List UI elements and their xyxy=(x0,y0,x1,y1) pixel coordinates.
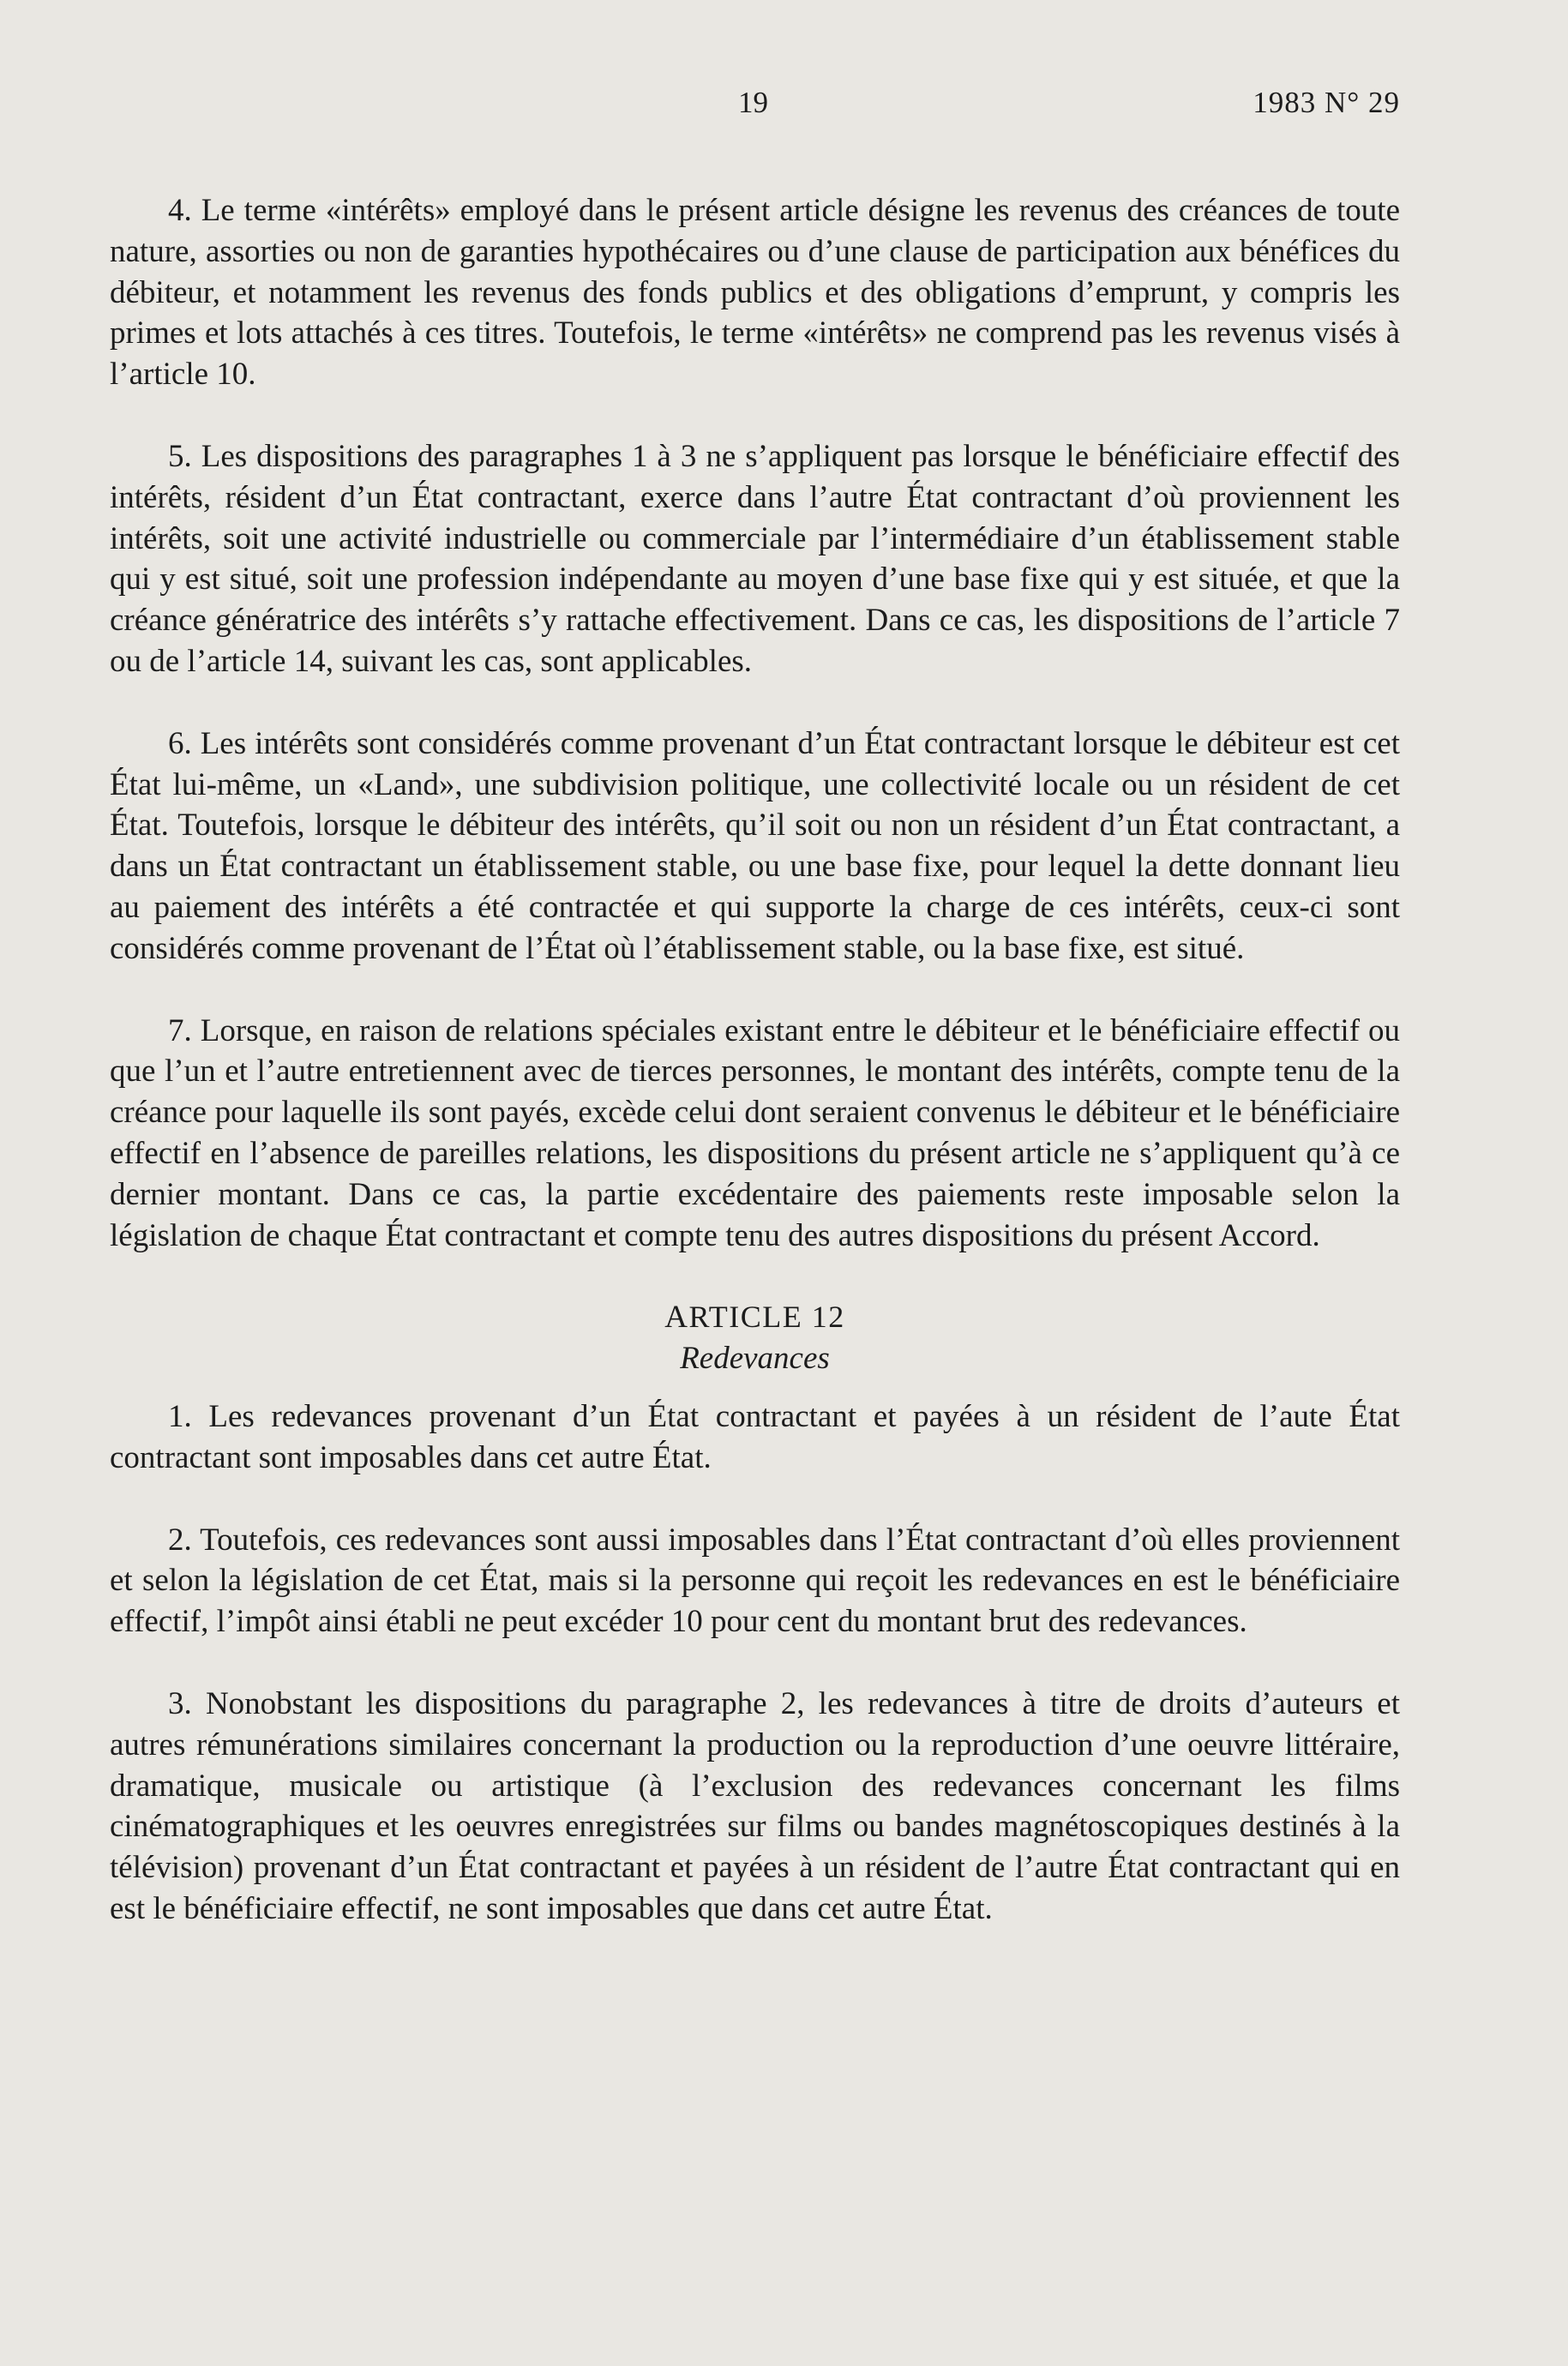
article-12-paragraph-3: 3. Nonobstant les dispositions du paragraphe 2, les redevances à titre de droits d’auteurs et autres rémunérations similaires concernant la production ou la reproduction d’une oeuvre littéraire, dramatique, musicale ou artistique (à l’exclusion des redevances concernant les films cinématographiques et les oeuvres enregistrées sur films ou bandes magnétoscopiques destinés à la télévision) provenant d’un État contractant et payées à un résident de l’autre État contractant qui en est le bénéficiaire effectif, ne sont imposables que dans cet autre État. xyxy=(110,1685,1400,1926)
paragraph-7: 7. Lorsque, en raison de relations spéciales existant entre le débiteur et le bénéficiaire effectif ou que l’un et l’autre entretiennent avec de tierces personnes, le montant des intérêts, compte tenu de la créance pour laquelle ils sont payés, excède celui dont seraient convenus le débiteur et le bénéficiaire effectif en l’absence de pareilles relations, les dispositions du présent article ne s’appliquent qu’à ce dernier montant. Dans ce cas, la partie excédentaire des paiements reste imposable selon la législation de chaque État contractant et compte tenu des autres dispositions du présent Accord. xyxy=(110,1012,1400,1253)
article-heading-rest: RTICLE 12 xyxy=(688,1300,845,1335)
article-subtitle: Redevances xyxy=(680,1341,830,1377)
article-12-paragraph-1: 1. Les redevances provenant d’un État contractant et payées à un résident de l’aute État contractant sont imposables dans cet autre État. xyxy=(110,1398,1400,1475)
page-number: 19 xyxy=(738,86,768,119)
paragraph-5: 5. Les dispositions des paragraphes 1 à 3 ne s’appliquent pas lorsque le bénéficiaire effectif des intérêts, résident d’un État contractant, exerce dans l’autre État contractant d’où proviennent les intérêts, soit une activité industrielle ou commerciale par l’intermédiaire d’un établissement stable qui y est situé, soit une profession indépendante au moyen d’une base fixe qui y est située, et que la créance génératrice des intérêts s’y rattache effectivement. Dans ce cas, les dispositions de l’article 7 ou de l’article 14, suivant les cas, sont applicables. xyxy=(110,438,1400,679)
paragraph-4: 4. Le terme «intérêts» employé dans le présent article désigne les revenus des créances de toute nature, assorties ou non de garanties hypothécaires ou d’une clause de participation aux bénéfices du débiteur, et notamment les revenus des fonds publics et des obligations d’emprunt, y compris les primes et lots attachés à ces titres. Toutefois, le terme «intérêts» ne comprend pas les revenus visés à l’article 10. xyxy=(110,193,1400,393)
document-body xyxy=(110,190,1400,1971)
paragraph-6: 6. Les intérêts sont considérés comme provenant d’un État contractant lorsque le débiteur est cet État lui-même, un «Land», une subdivision politique, une collectivité locale ou un résident de cet État. Toutefois, lorsque le débiteur des intérêts, qu’il soit ou non un résident d’un État contractant, a dans un État contractant un établissement stable, ou une base fixe, pour lequel la dette donnant lieu au paiement des intérêts a été contractée et qui supporte la charge de ces intérêts, ceux-ci sont considérés comme provenant de l’État où l’établissement stable, ou la base fixe, est situé. xyxy=(110,725,1400,966)
article-heading xyxy=(110,1297,1400,1338)
article-heading-initial: A xyxy=(664,1300,689,1336)
page-header xyxy=(110,86,1400,129)
gazette-reference: 1983 N° 29 xyxy=(1253,86,1400,119)
article-12-paragraph-2: 2. Toutefois, ces redevances sont aussi imposables dans l’État contractant d’où elles proviennent et selon la législation de cet État, mais si la personne qui reçoit les redevances en est le bénéficiaire effectif, l’impôt ainsi établi ne peut excéder 10 pour cent du montant brut des redevances. xyxy=(110,1522,1400,1640)
